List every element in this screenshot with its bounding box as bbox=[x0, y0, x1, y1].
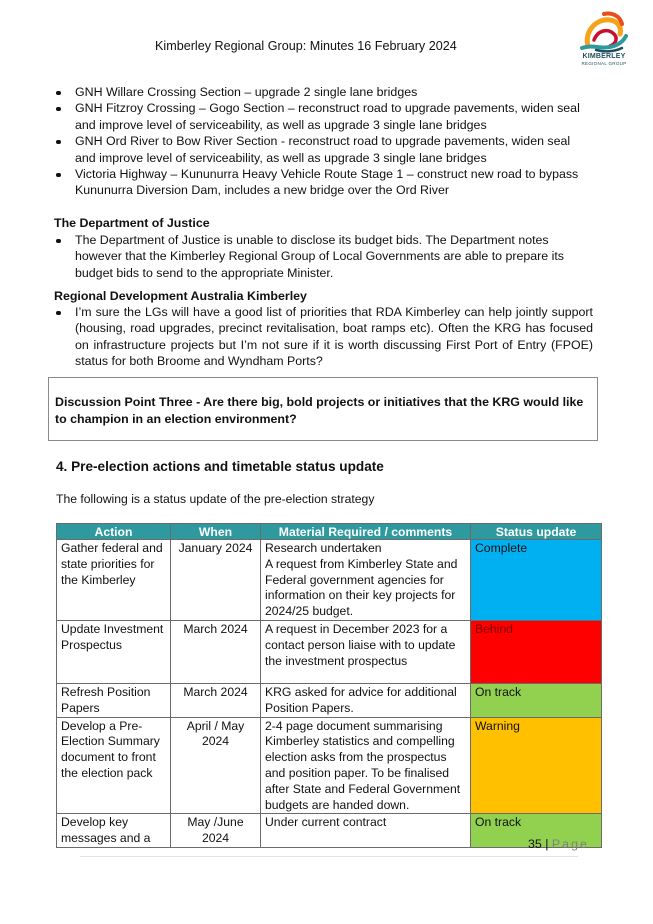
table-cell-action: Develop a Pre-Election Summary document to front the election pack bbox=[57, 717, 171, 814]
table-row bbox=[57, 683, 602, 717]
section-heading: 4. Pre-election actions and timetable status update bbox=[56, 459, 384, 474]
status-table-body bbox=[57, 540, 602, 848]
table-cell-when: May /June 2024 bbox=[171, 814, 261, 848]
status-badge: Behind bbox=[471, 620, 602, 683]
table-cell-when: April / May 2024 bbox=[171, 717, 261, 814]
rda-heading: Regional Development Australia Kimberley bbox=[54, 289, 307, 303]
status-badge: Warning bbox=[471, 717, 602, 814]
list-item: GNH Ord River to Bow River Section - reconstruct road to upgrade pavements, widen seal and improve level of serviceability, as well as upgrade 3 single lane bridges bbox=[54, 133, 594, 166]
table-cell-when: January 2024 bbox=[171, 540, 261, 621]
column-header-action: Action bbox=[57, 524, 171, 540]
page-number-value: 35 bbox=[528, 837, 542, 851]
discussion-point-text: Discussion Point Three - Are there big, bold projects or initiatives that the KRG would like to champion in an election environment? bbox=[55, 395, 584, 426]
logo-swirl-icon bbox=[574, 10, 634, 54]
page-label: Page bbox=[551, 837, 589, 851]
discussion-point-box bbox=[48, 377, 598, 441]
justice-list bbox=[54, 232, 592, 281]
table-cell-comments: Research undertaken A request from Kimberley State and Federal government agencies for information on their key projects for 2024/25 budget. bbox=[261, 540, 471, 621]
page-separator: | bbox=[545, 837, 549, 851]
status-table bbox=[56, 523, 602, 848]
page-number bbox=[528, 837, 589, 851]
table-row bbox=[57, 620, 602, 683]
status-badge: On track bbox=[471, 683, 602, 717]
table-row bbox=[57, 540, 602, 621]
column-header-when: When bbox=[171, 524, 261, 540]
table-cell-action: Gather federal and state priorities for the Kimberley bbox=[57, 540, 171, 621]
table-header-row bbox=[57, 524, 602, 540]
table-cell-comments: 2-4 page document summarising Kimberley statistics and compelling election asks from the prospectus and position paper. To be finalised after State and Federal Government budgets are handed down. bbox=[261, 717, 471, 814]
table-cell-when: March 2024 bbox=[171, 620, 261, 683]
column-header-comments: Material Required / comments bbox=[261, 524, 471, 540]
table-cell-action: Refresh Position Papers bbox=[57, 683, 171, 717]
status-badge: On track bbox=[471, 814, 602, 848]
column-header-status: Status update bbox=[471, 524, 602, 540]
list-item: GNH Fitzroy Crossing – Gogo Section – reconstruct road to upgrade pavements, widen seal and improve level of serviceability, as well as upgrade 3 single lane bridges bbox=[54, 100, 594, 133]
list-item: GNH Willare Crossing Section – upgrade 2 single lane bridges bbox=[54, 84, 594, 100]
document-header-title: Kimberley Regional Group: Minutes 16 February 2024 bbox=[155, 39, 457, 53]
logo-subtext: REGIONAL GROUP bbox=[581, 61, 627, 66]
list-item: The Department of Justice is unable to disclose its budget bids. The Department notes however that the Kimberley Regional Group of Local Governments are able to prepare its budget bids to send to the appropriate Minister. bbox=[54, 232, 592, 281]
table-cell-comments: KRG asked for advice for additional Position Papers. bbox=[261, 683, 471, 717]
table-cell-action: Update Investment Prospectus bbox=[57, 620, 171, 683]
table-cell-comments: A request in December 2023 for a contact person liaise with to update the investment prospectus bbox=[261, 620, 471, 683]
section-intro: The following is a status update of the pre-election strategy bbox=[56, 492, 375, 506]
list-item: I’m sure the LGs will have a good list of priorities that RDA Kimberley can help jointly support (housing, road upgrades, precinct revitalisation, boat ramps etc). Often the KRG has focused on infrastructure projects but I’m not sure if it is worth discussing First Port of Entry (FPOE) status for both Broome and Wyndham Ports? bbox=[54, 304, 593, 370]
table-cell-when: March 2024 bbox=[171, 683, 261, 717]
kimberley-logo bbox=[574, 10, 634, 72]
table-cell-comments: Under current contract bbox=[261, 814, 471, 848]
justice-heading: The Department of Justice bbox=[54, 216, 210, 230]
table-cell-action: Develop key messages and a bbox=[57, 814, 171, 848]
road-projects-list bbox=[54, 84, 594, 199]
table-row bbox=[57, 717, 602, 814]
list-item: Victoria Highway – Kununurra Heavy Vehicle Route Stage 1 – construct new road to bypass Kununurra Diversion Dam, includes a new bridge over the Ord River bbox=[54, 166, 594, 199]
footer-divider bbox=[80, 856, 578, 857]
status-badge: Complete bbox=[471, 540, 602, 621]
table-row bbox=[57, 814, 602, 848]
logo-text: KIMBERLEY bbox=[582, 53, 626, 60]
rda-list bbox=[54, 304, 593, 370]
